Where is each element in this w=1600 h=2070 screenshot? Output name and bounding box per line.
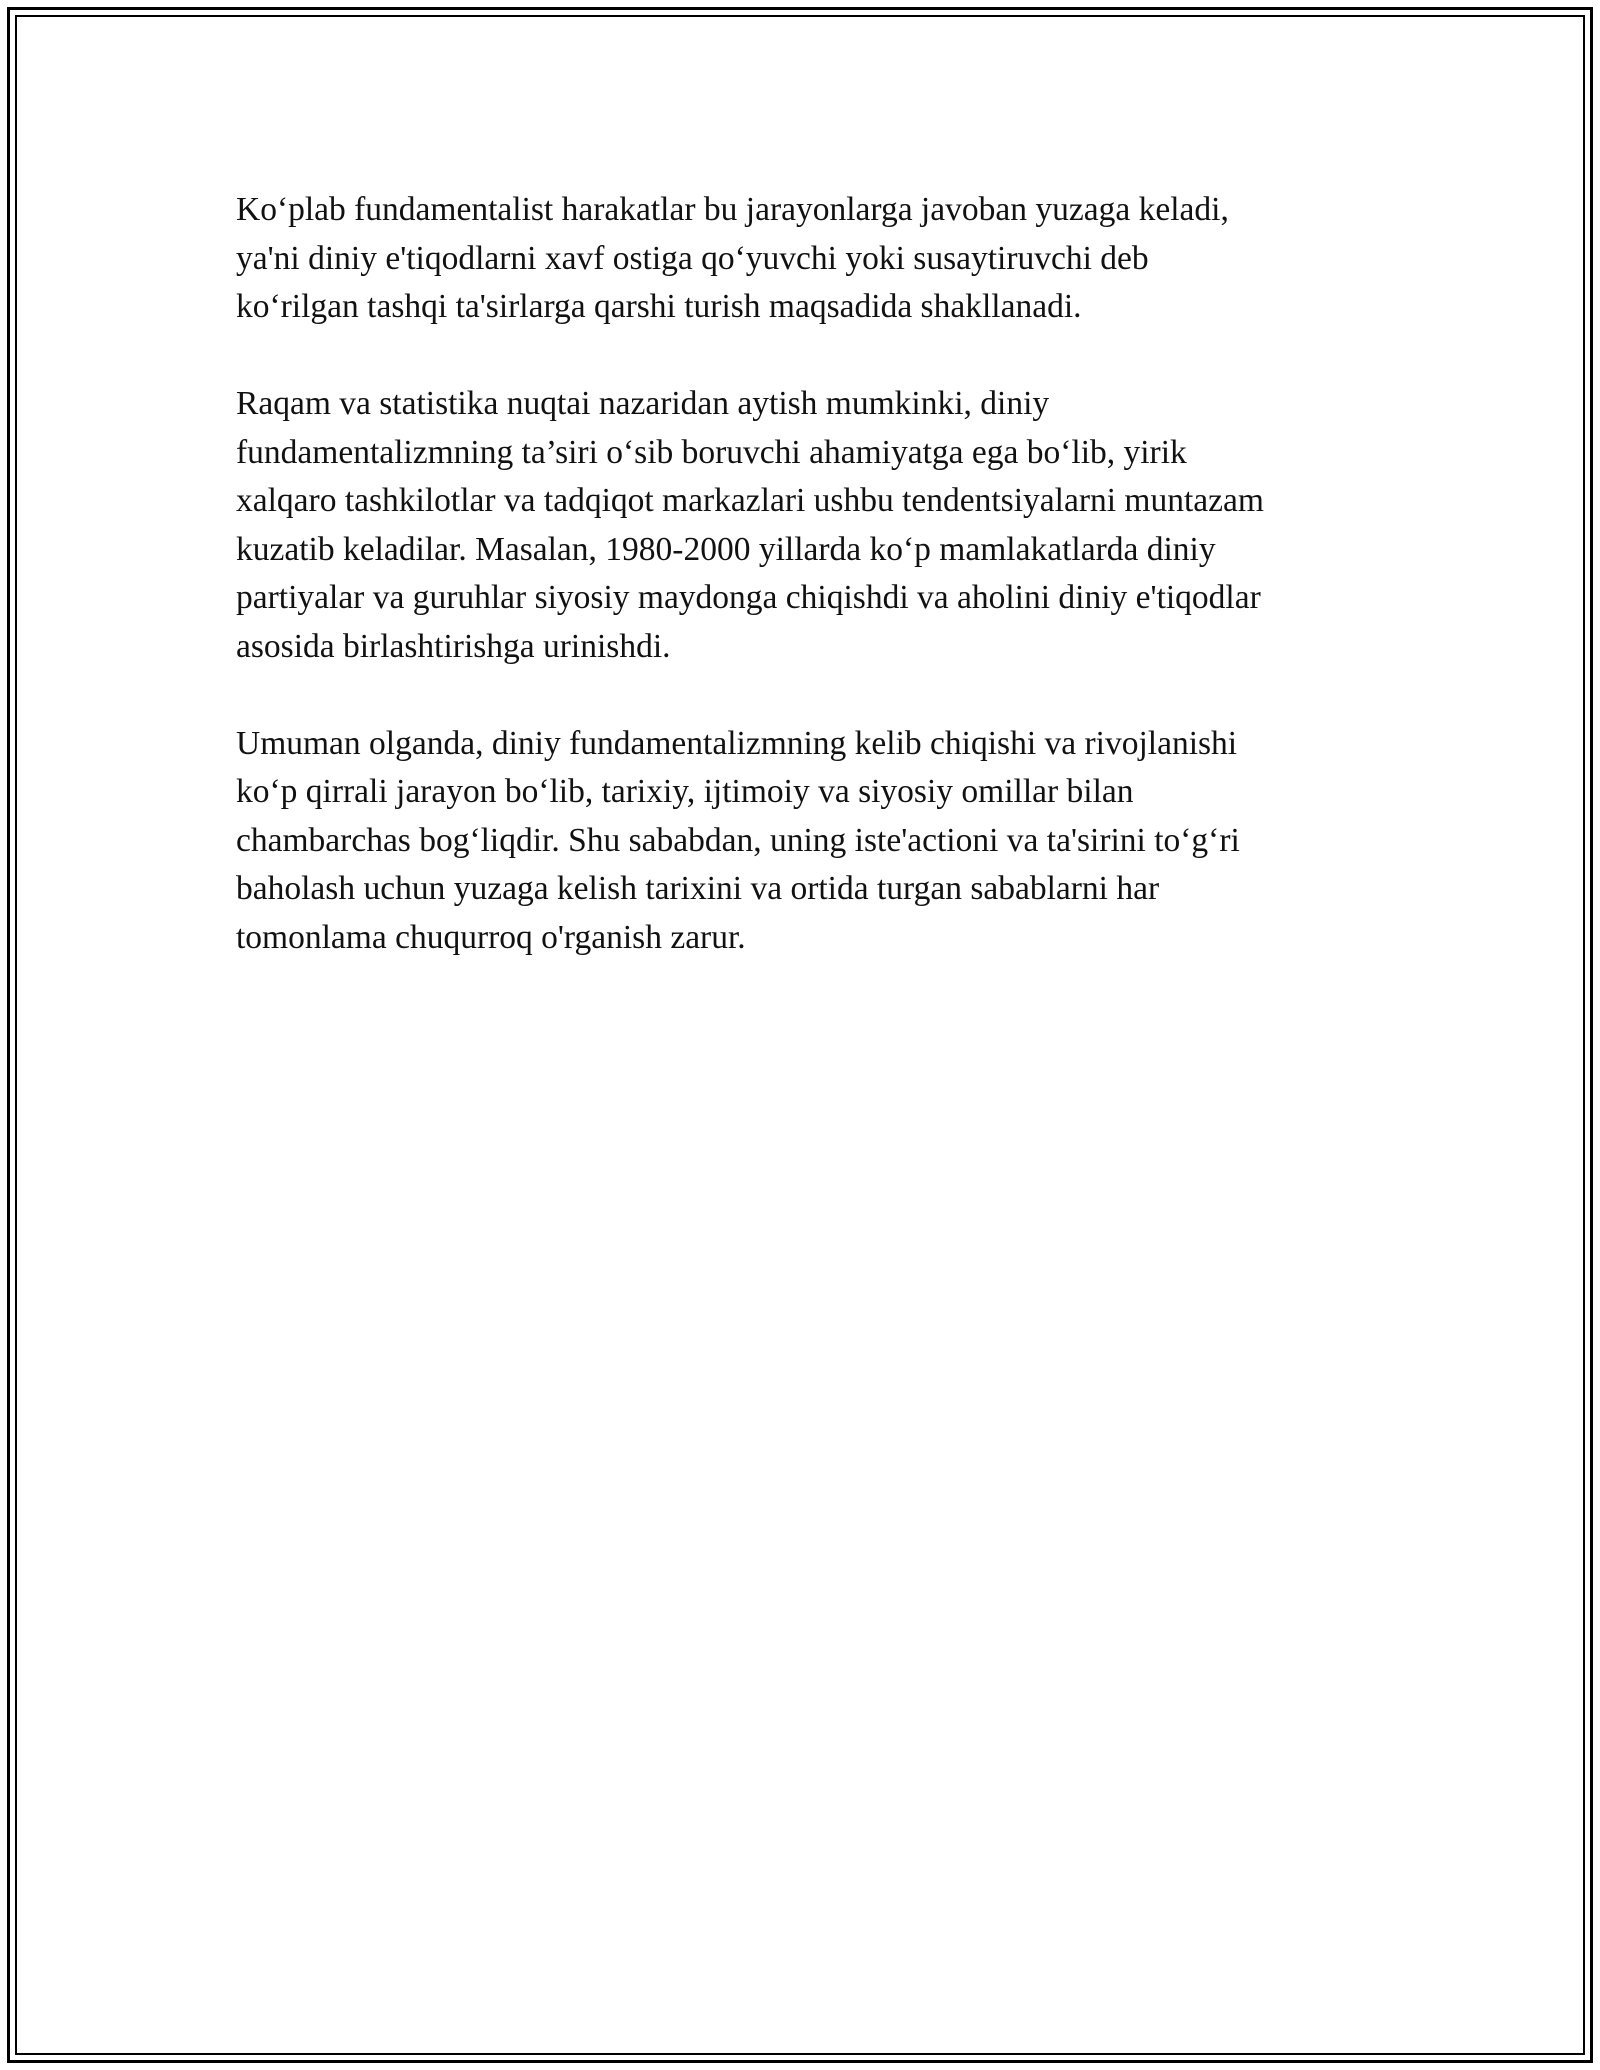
paragraph-line: Koʻplab fundamentalist harakatlar bu jarayonlarga javoban yuzaga keladi, bbox=[236, 191, 1229, 228]
paragraph-2 bbox=[236, 380, 1426, 671]
paragraph-line: ya'ni diniy e'tiqodlarni xavf ostiga qoʻyuvchi yoki susaytiruvchi deb bbox=[236, 239, 1149, 277]
paragraph-line: chambarchas bogʻliqdir. Shu sababdan, uning iste'actioni va ta'sirini toʻgʻri bbox=[236, 821, 1240, 859]
paragraph-line: koʻp qirrali jarayon boʻlib, tarixiy, ijtimoiy va siyosiy omillar bilan bbox=[236, 773, 1134, 810]
paragraph-1 bbox=[236, 186, 1426, 332]
paragraph-line: xalqaro tashkilotlar va tadqiqot markazlari ushbu tendentsiyalarni muntazam bbox=[236, 482, 1264, 519]
paragraph-line: Umuman olganda, diniy fundamentalizmning kelib chiqishi va rivojlanishi bbox=[236, 724, 1238, 762]
paragraph-3 bbox=[236, 720, 1426, 963]
paragraph-line: Raqam va statistika nuqtai nazaridan aytish mumkinki, diniy bbox=[236, 385, 1050, 422]
paragraph-line: koʻrilgan tashqi ta'sirlarga qarshi turish maqsadida shakllanadi. bbox=[236, 288, 1082, 325]
paragraph-line: partiyalar va guruhlar siyosiy maydonga chiqishdi va aholini diniy e'tiqodlar bbox=[236, 579, 1261, 616]
paragraph-line: fundamentalizmning ta’siri oʻsib boruvchi ahamiyatga ega boʻlib, yirik bbox=[236, 433, 1187, 471]
paragraph-line: tomonlama chuqurroq o'rganish zarur. bbox=[236, 918, 746, 956]
paragraph-line: baholash uchun yuzaga kelish tarixini va ortida turgan sabablarni har bbox=[236, 870, 1160, 907]
paragraph-line: asosida birlashtirishga urinishdi. bbox=[236, 627, 671, 665]
paragraph-line: kuzatib keladilar. Masalan, 1980-2000 yillarda koʻp mamlakatlarda diniy bbox=[236, 530, 1216, 568]
document-body bbox=[236, 186, 1426, 1011]
